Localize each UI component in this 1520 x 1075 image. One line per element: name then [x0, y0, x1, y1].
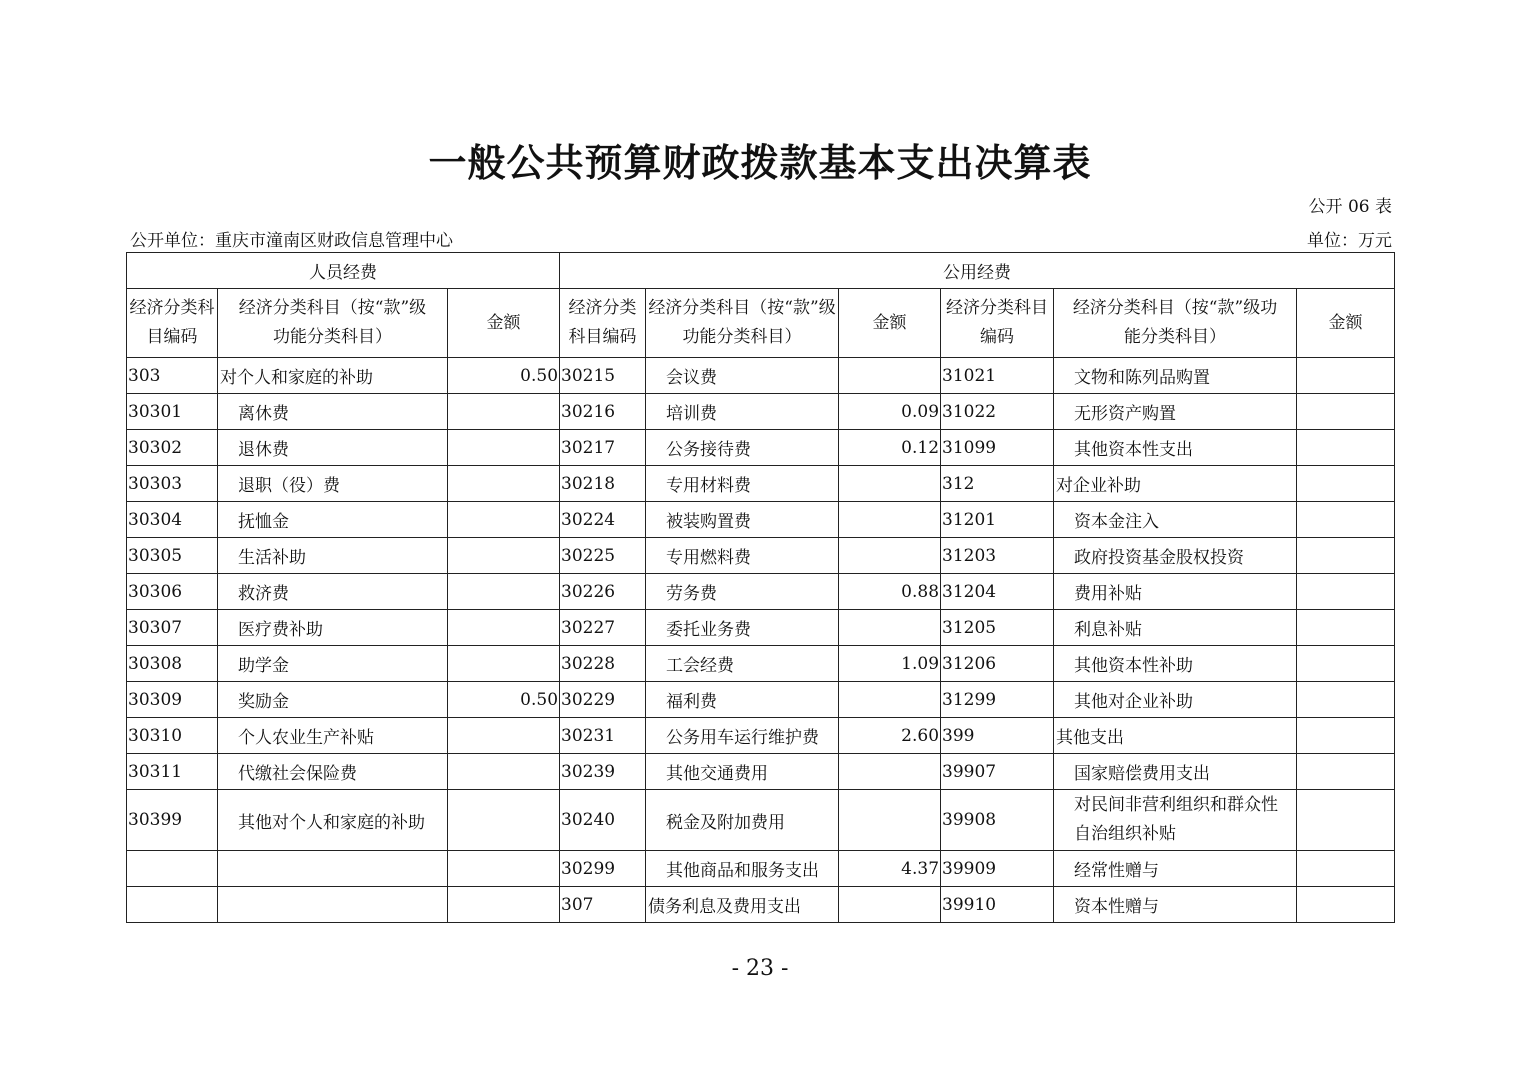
- economic-code-cell: 31021: [941, 358, 1054, 394]
- table-row: [127, 646, 1395, 682]
- amount-cell: [448, 646, 560, 682]
- economic-code-cell: 31099: [941, 430, 1054, 466]
- economic-item-cell: 费用补贴: [1054, 574, 1297, 610]
- economic-code-cell: 39907: [941, 754, 1054, 790]
- table-row: [127, 790, 1395, 851]
- amount-cell: 0.12: [839, 430, 941, 466]
- economic-item-cell: 资本性赠与: [1054, 887, 1297, 923]
- amount-cell: [1297, 682, 1395, 718]
- amount-cell: [1297, 538, 1395, 574]
- header-name: 经济分类科目（按“款”级功能分类科目）: [646, 289, 839, 358]
- economic-item-cell: 救济费: [218, 574, 448, 610]
- economic-code-cell: 30310: [127, 718, 218, 754]
- group-public: 公用经费: [560, 253, 1395, 289]
- amount-cell: 2.60: [839, 718, 941, 754]
- economic-item-cell: 被装购置费: [646, 502, 839, 538]
- currency-unit: 单位：万元: [1307, 231, 1392, 251]
- economic-item-cell: 会议费: [646, 358, 839, 394]
- economic-code-cell: 30305: [127, 538, 218, 574]
- economic-item-cell: 债务利息及费用支出: [646, 887, 839, 923]
- expenditure-table: [126, 252, 1395, 923]
- amount-cell: [448, 851, 560, 887]
- economic-item-cell: 医疗费补助: [218, 610, 448, 646]
- economic-item-cell: 工会经费: [646, 646, 839, 682]
- economic-code-cell: 31206: [941, 646, 1054, 682]
- economic-code-cell: 30307: [127, 610, 218, 646]
- economic-code-cell: 30304: [127, 502, 218, 538]
- table-row: [127, 466, 1395, 502]
- economic-code-cell: 31205: [941, 610, 1054, 646]
- amount-cell: [1297, 358, 1395, 394]
- economic-item-cell: 其他交通费用: [646, 754, 839, 790]
- amount-cell: [839, 538, 941, 574]
- amount-cell: [1297, 466, 1395, 502]
- economic-code-cell: 303: [127, 358, 218, 394]
- economic-item-cell: 无形资产购置: [1054, 394, 1297, 430]
- economic-code-cell: 30301: [127, 394, 218, 430]
- group-header-row: [127, 253, 1395, 289]
- table-row: [127, 430, 1395, 466]
- table-row: [127, 394, 1395, 430]
- economic-code-cell: 31204: [941, 574, 1054, 610]
- economic-code-cell: 30227: [560, 610, 646, 646]
- economic-code-cell: 30311: [127, 754, 218, 790]
- amount-cell: [839, 682, 941, 718]
- economic-code-cell: 39908: [941, 790, 1054, 851]
- economic-item-cell: 国家赔偿费用支出: [1054, 754, 1297, 790]
- economic-item-cell: 专用燃料费: [646, 538, 839, 574]
- amount-cell: [839, 610, 941, 646]
- economic-code-cell: 30228: [560, 646, 646, 682]
- economic-item-cell: 利息补贴: [1054, 610, 1297, 646]
- economic-code-cell: 30229: [560, 682, 646, 718]
- economic-item-cell: 其他对企业补助: [1054, 682, 1297, 718]
- economic-item-cell: 专用材料费: [646, 466, 839, 502]
- amount-cell: [448, 887, 560, 923]
- amount-cell: [1297, 574, 1395, 610]
- economic-item-cell: 对企业补助: [1054, 466, 1297, 502]
- table-row: [127, 538, 1395, 574]
- amount-cell: [1297, 502, 1395, 538]
- amount-cell: 0.50: [448, 358, 560, 394]
- economic-code-cell: 31203: [941, 538, 1054, 574]
- table-row: [127, 887, 1395, 923]
- amount-cell: [1297, 718, 1395, 754]
- amount-cell: [839, 466, 941, 502]
- economic-code-cell: 30218: [560, 466, 646, 502]
- economic-item-cell: 抚恤金: [218, 502, 448, 538]
- economic-item-cell: 资本金注入: [1054, 502, 1297, 538]
- header-name: 经济分类科目（按“款”级功能分类科目）: [218, 289, 448, 358]
- economic-item-cell: 公务接待费: [646, 430, 839, 466]
- amount-cell: 0.50: [448, 682, 560, 718]
- economic-item-cell: 生活补助: [218, 538, 448, 574]
- economic-code-cell: 30226: [560, 574, 646, 610]
- amount-cell: [839, 790, 941, 851]
- economic-item-cell: 代缴社会保险费: [218, 754, 448, 790]
- economic-item-cell: [218, 851, 448, 887]
- amount-cell: [839, 887, 941, 923]
- page-number: - 23 -: [731, 956, 789, 981]
- economic-code-cell: 312: [941, 466, 1054, 502]
- economic-item-cell: 劳务费: [646, 574, 839, 610]
- economic-code-cell: 31299: [941, 682, 1054, 718]
- amount-cell: [1297, 790, 1395, 851]
- amount-cell: [448, 502, 560, 538]
- table-row: [127, 358, 1395, 394]
- economic-item-cell: 对个人和家庭的补助: [218, 358, 448, 394]
- economic-code-cell: 399: [941, 718, 1054, 754]
- economic-code-cell: [127, 887, 218, 923]
- economic-item-cell: 奖励金: [218, 682, 448, 718]
- economic-code-cell: 31201: [941, 502, 1054, 538]
- table-row: [127, 754, 1395, 790]
- economic-code-cell: 30306: [127, 574, 218, 610]
- amount-cell: [448, 430, 560, 466]
- table-row: [127, 682, 1395, 718]
- economic-item-cell: 退休费: [218, 430, 448, 466]
- economic-code-cell: 39909: [941, 851, 1054, 887]
- header-code: 经济分类科目编码: [127, 289, 218, 358]
- amount-cell: [448, 754, 560, 790]
- economic-code-cell: 30231: [560, 718, 646, 754]
- economic-item-cell: 其他资本性补助: [1054, 646, 1297, 682]
- economic-item-cell: 其他对个人和家庭的补助: [218, 790, 448, 851]
- table-number: 公开 06 表: [1308, 197, 1392, 217]
- table-row: [127, 574, 1395, 610]
- amount-cell: [1297, 851, 1395, 887]
- economic-code-cell: 30216: [560, 394, 646, 430]
- economic-item-cell: 个人农业生产补贴: [218, 718, 448, 754]
- economic-code-cell: 30224: [560, 502, 646, 538]
- table-row: [127, 610, 1395, 646]
- economic-item-cell: 对民间非营利组织和群众性自治组织补贴: [1054, 790, 1297, 851]
- economic-code-cell: 30303: [127, 466, 218, 502]
- table-row: [127, 718, 1395, 754]
- header-code: 经济分类科目编码: [560, 289, 646, 358]
- economic-item-cell: 委托业务费: [646, 610, 839, 646]
- economic-code-cell: 30217: [560, 430, 646, 466]
- amount-cell: 0.09: [839, 394, 941, 430]
- amount-cell: [1297, 646, 1395, 682]
- economic-item-cell: 经常性赠与: [1054, 851, 1297, 887]
- economic-code-cell: 30308: [127, 646, 218, 682]
- amount-cell: [1297, 754, 1395, 790]
- header-amount: 金额: [1297, 289, 1395, 358]
- economic-item-cell: 其他商品和服务支出: [646, 851, 839, 887]
- amount-cell: 1.09: [839, 646, 941, 682]
- group-personnel: 人员经费: [127, 253, 560, 289]
- economic-code-cell: 39910: [941, 887, 1054, 923]
- header-code: 经济分类科目编码: [941, 289, 1054, 358]
- economic-code-cell: 30240: [560, 790, 646, 851]
- table-row: [127, 851, 1395, 887]
- amount-cell: [448, 466, 560, 502]
- header-name: 经济分类科目（按“款”级功能分类科目）: [1054, 289, 1297, 358]
- amount-cell: [448, 790, 560, 851]
- column-header-row: [127, 289, 1395, 358]
- economic-item-cell: 福利费: [646, 682, 839, 718]
- table-row: [127, 502, 1395, 538]
- economic-item-cell: 其他支出: [1054, 718, 1297, 754]
- economic-code-cell: 30309: [127, 682, 218, 718]
- amount-cell: [448, 610, 560, 646]
- economic-code-cell: 30225: [560, 538, 646, 574]
- economic-code-cell: 30399: [127, 790, 218, 851]
- header-amount: 金额: [448, 289, 560, 358]
- amount-cell: [448, 574, 560, 610]
- economic-item-cell: 政府投资基金股权投资: [1054, 538, 1297, 574]
- economic-code-cell: 31022: [941, 394, 1054, 430]
- header-amount: 金额: [839, 289, 941, 358]
- economic-item-cell: 助学金: [218, 646, 448, 682]
- economic-code-cell: 30215: [560, 358, 646, 394]
- economic-item-cell: 公务用车运行维护费: [646, 718, 839, 754]
- amount-cell: [839, 358, 941, 394]
- economic-code-cell: 30239: [560, 754, 646, 790]
- reporting-unit: 公开单位：重庆市潼南区财政信息管理中心: [130, 231, 453, 251]
- page-title: 一般公共预算财政拨款基本支出决算表: [428, 140, 1092, 185]
- economic-item-cell: 培训费: [646, 394, 839, 430]
- economic-item-cell: 其他资本性支出: [1054, 430, 1297, 466]
- economic-code-cell: 30299: [560, 851, 646, 887]
- amount-cell: [448, 538, 560, 574]
- amount-cell: 0.88: [839, 574, 941, 610]
- economic-code-cell: 30302: [127, 430, 218, 466]
- economic-item-cell: 离休费: [218, 394, 448, 430]
- amount-cell: [1297, 610, 1395, 646]
- amount-cell: [448, 394, 560, 430]
- amount-cell: [839, 754, 941, 790]
- amount-cell: [1297, 430, 1395, 466]
- amount-cell: [839, 502, 941, 538]
- amount-cell: 4.37: [839, 851, 941, 887]
- amount-cell: [1297, 887, 1395, 923]
- economic-item-cell: 税金及附加费用: [646, 790, 839, 851]
- economic-item-cell: 退职（役）费: [218, 466, 448, 502]
- economic-code-cell: [127, 851, 218, 887]
- amount-cell: [448, 718, 560, 754]
- economic-item-cell: [218, 887, 448, 923]
- economic-item-cell: 文物和陈列品购置: [1054, 358, 1297, 394]
- economic-code-cell: 307: [560, 887, 646, 923]
- amount-cell: [1297, 394, 1395, 430]
